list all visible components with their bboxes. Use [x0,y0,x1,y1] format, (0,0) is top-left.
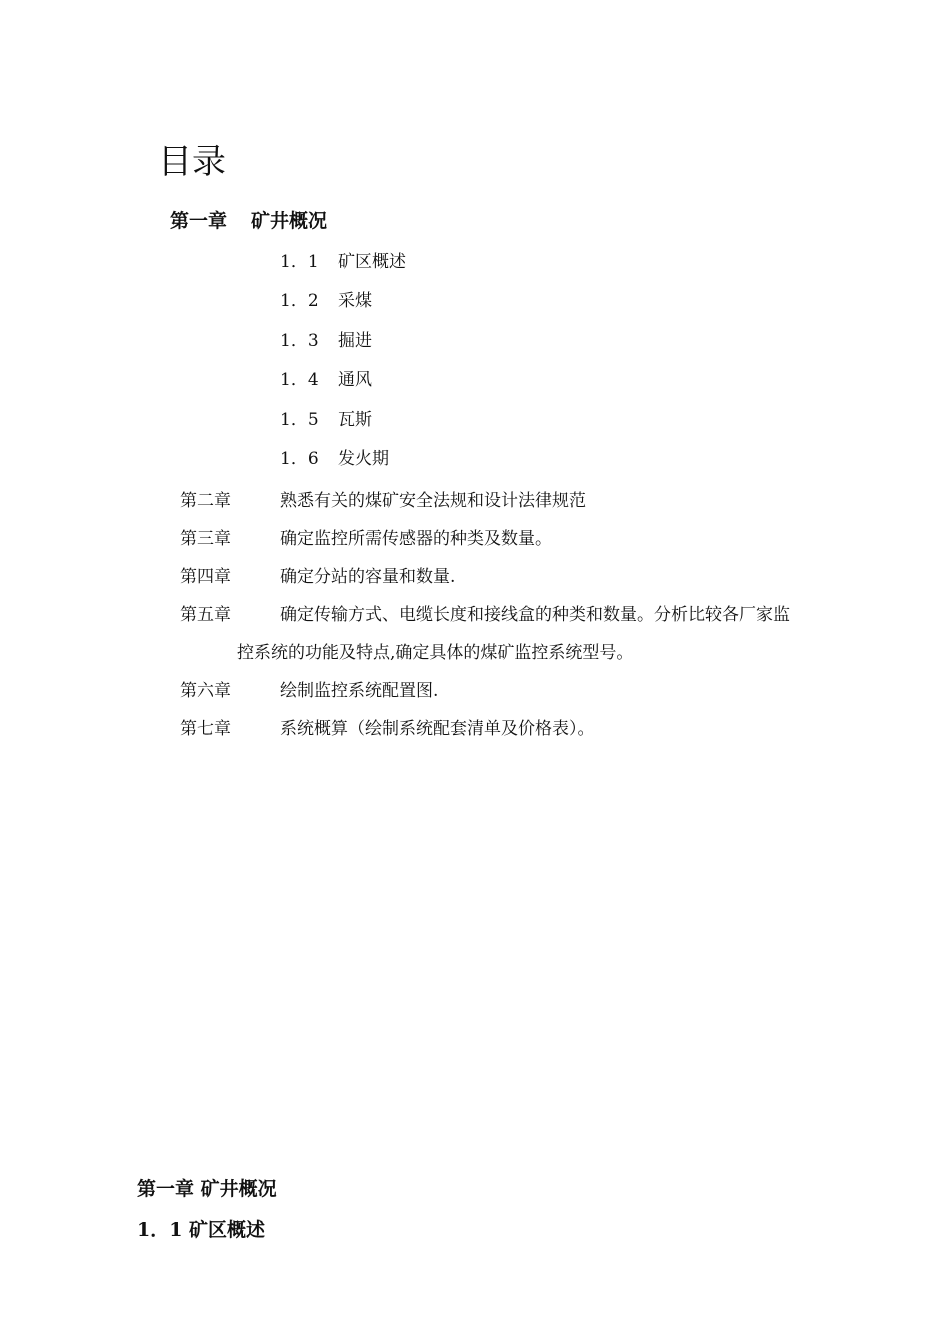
toc-section-number: 1．6 [280,448,319,469]
toc-chapter-text: 熟悉有关的煤矿安全法规和设计法律规范 [280,491,586,511]
toc-chapter-text: 绘制监控系统配置图. [280,681,439,701]
toc-chapter-1-title: 矿井概况 [251,210,328,232]
toc-chapter-label: 第二章 [180,491,231,511]
toc-chapter-item[interactable] [180,672,870,710]
toc-title: 目录 [158,142,226,182]
toc-chapter-text: 确定传输方式、电缆长度和接线盒的种类和数量。分析比较各厂家监 [280,605,790,625]
toc-section-number: 1．1 [280,252,319,272]
toc-section-item[interactable] [280,364,406,403]
toc-chapter-text: 确定分站的容量和数量. [280,567,456,587]
toc-section-title: 发火期 [338,448,389,469]
toc-section-item[interactable] [280,443,406,482]
toc-section-title: 矿区概述 [338,252,406,272]
toc-section-title: 通风 [338,370,372,391]
toc-chapter-item[interactable] [180,710,870,748]
toc-section-title: 掘进 [338,330,372,351]
toc-section-title: 采煤 [338,291,372,312]
toc-chapter-text: 系统概算（绘制系统配套清单及价格表）。 [280,719,595,739]
body-chapter-heading: 第一章 矿井概况 [137,1178,277,1200]
toc-chapter-text: 确定监控所需传感器的种类及数量。 [280,529,552,549]
body-section-heading: 1．1 矿区概述 [137,1219,266,1241]
toc-section-number: 1．4 [280,370,319,391]
toc-chapter-item[interactable] [180,482,870,520]
toc-section-number: 1．2 [280,291,319,312]
toc-chapter-label: 第六章 [180,681,231,701]
toc-chapter-label: 第五章 [180,605,231,625]
toc-chapter-label: 第七章 [180,719,231,739]
toc-chapter-item[interactable] [180,596,870,672]
toc-chapter-label: 第三章 [180,529,231,549]
toc-section-item[interactable] [280,285,406,324]
toc-chapter-1[interactable] [170,206,327,236]
toc-section-number: 1．5 [280,409,319,430]
toc-chapter-label: 第四章 [180,567,231,587]
toc-section-number: 1．3 [280,330,319,351]
toc-chapter-1-label: 第一章 [170,210,228,232]
toc-section-item[interactable] [280,246,406,285]
toc-section-item[interactable] [280,325,406,364]
toc-chapter-item[interactable] [180,520,870,558]
toc-section-title: 瓦斯 [338,409,372,430]
toc-chapter-1-sections [280,246,406,482]
toc-section-item[interactable] [280,404,406,443]
toc-chapter-text-continued: 控系统的功能及特点,确定具体的煤矿监控系统型号。 [237,643,634,663]
toc-chapter-list [180,482,870,748]
toc-chapter-item[interactable] [180,558,870,596]
